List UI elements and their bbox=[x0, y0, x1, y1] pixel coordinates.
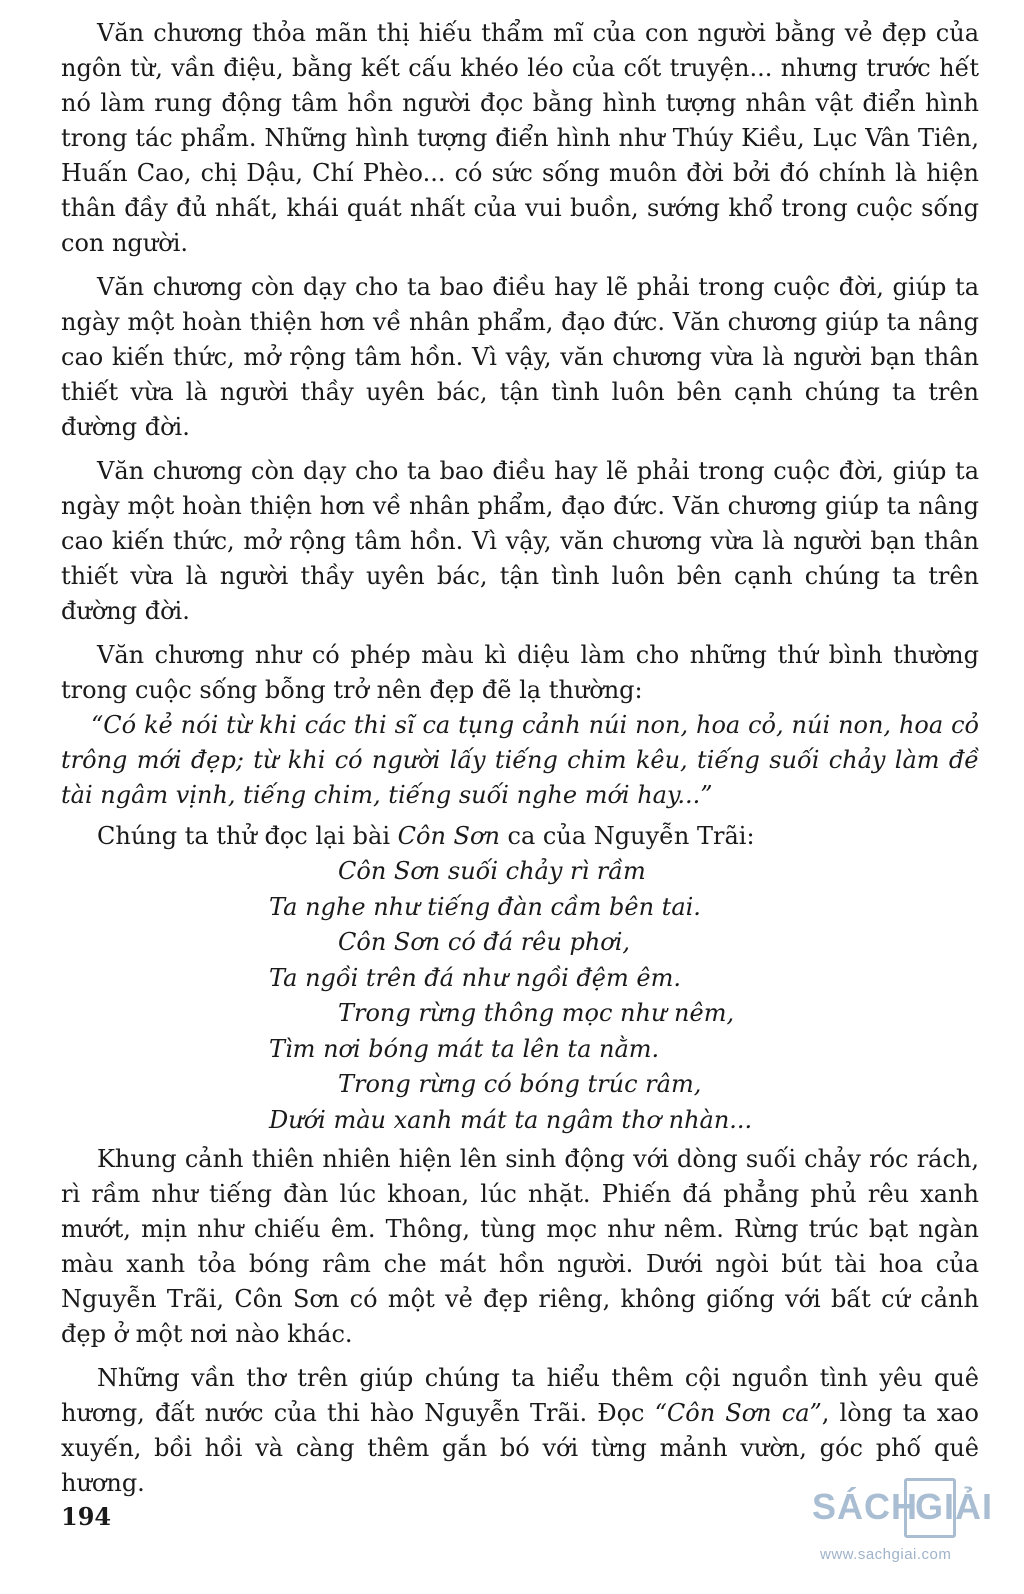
watermark-brand-left: SÁCH bbox=[812, 1486, 919, 1527]
paragraph-1: Văn chương thỏa mãn thị hiếu thẩm mĩ của con người bằng vẻ đẹp của ngôn từ, vần điệu, bằng kết cấu khéo léo của cốt truyện... nhưng trước hết nó làm rung động tâm hồn người đọc bằng hình tượng nhân vật điển hình trong tác phẩm. Những hình tượng điển hình như Thúy Kiều, Lục Vân Tiên, Huấn Cao, chị Dậu, Chí Phèo... có sức sống muôn đời bởi đó chính là hiện thân đầy đủ nhất, khái quát nhất của vui buồn, sướng khổ trong cuộc sống con người. bbox=[61, 19, 979, 257]
watermark-url: www.sachgiai.com bbox=[820, 1546, 952, 1563]
paragraph-5: Khung cảnh thiên nhiên hiện lên sinh động với dòng suối chảy róc rách, rì rầm như tiếng đàn lúc khoan, lúc nhặt. Phiến đá phẳng phủ rêu xanh mướt, mịn như chiếu êm. Thông, tùng mọc như nêm. Rừng trúc bạt ngàn màu xanh tỏa bóng râm che mát hồn người. Dưới ngòi bút tài hoa của Nguyễn Trãi, Côn Sơn có một vẻ đẹp riêng, không giống với bất cứ cảnh đẹp ở một nơi nào khác. bbox=[61, 1145, 979, 1348]
poem-intro-before: Chúng ta thử đọc lại bài bbox=[97, 822, 398, 850]
poem bbox=[61, 854, 979, 1138]
paragraph-6-after: , lòng ta xao xuyến, bồi hồi và càng thêm gắn bó với từng mảnh vườn, góc phố quê hương. bbox=[61, 1399, 979, 1497]
poem-line: Dưới màu xanh mát ta ngâm thơ nhàn... bbox=[269, 1105, 753, 1134]
page-number: 194 bbox=[61, 1502, 112, 1531]
paragraph-3: Văn chương còn dạy cho ta bao điều hay lẽ phải trong cuộc đời, giúp ta ngày một hoàn thiện hơn về nhân phẩm, đạo đức. Văn chương giúp ta nâng cao kiến thức, mở rộng tâm hồn. Vì vậy, văn chương vừa là người bạn thân thiết vừa là người thầy uyên bác, tận tình luôn bên cạnh chúng ta trên đường đời. bbox=[61, 457, 979, 625]
poem-intro-title: Côn Sơn bbox=[397, 822, 500, 850]
watermark-logo bbox=[812, 1466, 1024, 1594]
paragraph-2: Văn chương còn dạy cho ta bao điều hay lẽ phải trong cuộc đời, giúp ta ngày một hoàn thiện hơn về nhân phẩm, đạo đức. Văn chương giúp ta nâng cao kiến thức, mở rộng tâm hồn. Vì vậy, văn chương vừa là người bạn thân thiết vừa là người thầy uyên bác, tận tình luôn bên cạnh chúng ta trên đường đời. bbox=[61, 273, 979, 441]
paragraph-4: Văn chương như có phép màu kì diệu làm cho những thứ bình thường trong cuộc sống bỗng trở nên đẹp đẽ lạ thường: bbox=[61, 641, 979, 704]
poem-line: Côn Sơn có đá rêu phơi, bbox=[338, 928, 631, 956]
poem-line: Trong rừng thông mọc như nêm, bbox=[338, 999, 735, 1027]
poem-line: Ta nghe như tiếng đàn cầm bên tai. bbox=[269, 892, 701, 921]
poem-line: Trong rừng có bóng trúc râm, bbox=[338, 1070, 702, 1098]
poem-intro-after: ca của Nguyễn Trãi: bbox=[499, 822, 755, 850]
poem-line: Tìm nơi bóng mát ta lên ta nằm. bbox=[269, 1034, 660, 1063]
watermark-brand-right: GIẢI bbox=[915, 1486, 994, 1527]
poem-line: Côn Sơn suối chảy rì rầm bbox=[338, 857, 646, 885]
paragraph-6-before: Những vần thơ trên giúp chúng ta hiểu thêm cội nguồn tình yêu quê hương, đất nước của thi hào Nguyễn Trãi. Đọc bbox=[61, 1364, 979, 1427]
quote: “Có kẻ nói từ khi các thi sĩ ca tụng cảnh núi non, hoa cỏ, núi non, hoa cỏ trông mới đẹp; từ khi có người lấy tiếng chim kêu, tiếng suối chảy làm đề tài ngâm vịnh, tiếng chim, tiếng suối nghe mới hay...” bbox=[61, 711, 979, 809]
paragraph-6-title: “Côn Sơn ca” bbox=[654, 1399, 822, 1427]
poem-line: Ta ngồi trên đá như ngồi đệm êm. bbox=[269, 963, 681, 992]
page-body bbox=[61, 16, 979, 1510]
poem-intro bbox=[61, 819, 979, 854]
